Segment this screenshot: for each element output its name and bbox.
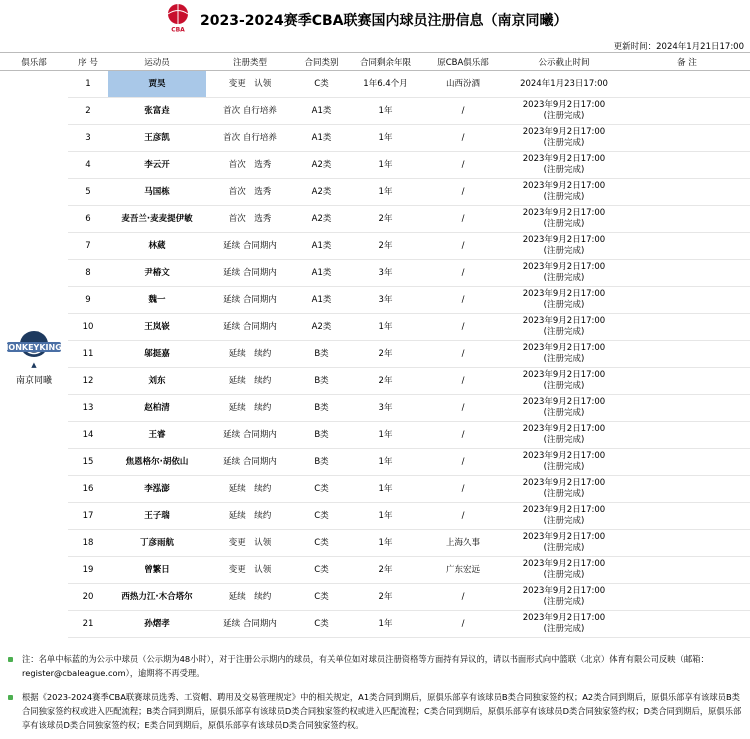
reg-type: 首次 选秀 xyxy=(206,152,294,179)
remark xyxy=(624,314,750,341)
contract-cat: B类 xyxy=(294,422,349,449)
row-no: 4 xyxy=(68,152,108,179)
club-cell xyxy=(0,71,68,638)
reg-type: 延续 合同期内 xyxy=(206,422,294,449)
years-left: 1年 xyxy=(349,611,422,638)
orig-club: / xyxy=(422,449,504,476)
orig-club: 上海久事 xyxy=(422,530,504,557)
player-name: 林葳 xyxy=(108,233,206,260)
deadline xyxy=(504,368,624,395)
remark xyxy=(624,98,750,125)
years-left: 1年 xyxy=(349,179,422,206)
table-row xyxy=(0,152,750,179)
player-name: 魏一 xyxy=(108,287,206,314)
player-name: 刘东 xyxy=(108,368,206,395)
remark xyxy=(624,530,750,557)
deadline xyxy=(504,530,624,557)
player-name: 邬挺嘉 xyxy=(108,341,206,368)
remark xyxy=(624,449,750,476)
deadline xyxy=(504,557,624,584)
deadline xyxy=(504,233,624,260)
deadline xyxy=(504,314,624,341)
years-left: 2年 xyxy=(349,557,422,584)
years-left: 1年 xyxy=(349,152,422,179)
reg-type: 延续 续约 xyxy=(206,395,294,422)
contract-cat: C类 xyxy=(294,503,349,530)
table-row xyxy=(0,179,750,206)
note-bullet-icon xyxy=(8,657,13,662)
years-left: 1年 xyxy=(349,476,422,503)
notes xyxy=(0,652,750,732)
remark xyxy=(624,71,750,98)
player-name: 孙熠孝 xyxy=(108,611,206,638)
deadline xyxy=(504,179,624,206)
years-left: 1年 xyxy=(349,503,422,530)
player-name: 丁彦雨航 xyxy=(108,530,206,557)
deadline xyxy=(504,341,624,368)
player-name: 马国栋 xyxy=(108,179,206,206)
status-text: (注册完成) xyxy=(543,624,585,634)
contract-cat: A2类 xyxy=(294,206,349,233)
reg-type: 延续 合同期内 xyxy=(206,314,294,341)
status-text: (注册完成) xyxy=(543,246,585,256)
deadline-date: 2023年9月2日17:00 xyxy=(522,208,606,218)
remark xyxy=(624,368,750,395)
deadline-date: 2023年9月2日17:00 xyxy=(522,262,606,272)
years-left: 1年 xyxy=(349,422,422,449)
status-text: (注册完成) xyxy=(543,408,585,418)
deadline-date: 2023年9月2日17:00 xyxy=(522,343,606,353)
orig-club: / xyxy=(422,422,504,449)
player-name: 西热力江·木合塔尔 xyxy=(108,584,206,611)
svg-text:CBA: CBA xyxy=(171,26,185,34)
deadline xyxy=(504,206,624,233)
row-no: 2 xyxy=(68,98,108,125)
years-left: 1年 xyxy=(349,530,422,557)
contract-cat: B类 xyxy=(294,395,349,422)
status-text: (注册完成) xyxy=(543,381,585,391)
table-row xyxy=(0,125,750,152)
years-left: 1年 xyxy=(349,314,422,341)
reg-type: 延续 合同期内 xyxy=(206,611,294,638)
contract-cat: C类 xyxy=(294,557,349,584)
registration-table xyxy=(0,52,750,638)
deadline-date: 2023年9月2日17:00 xyxy=(522,370,606,380)
header-reg-type: 注册类型 xyxy=(206,53,294,71)
player-name: 李泓澎 xyxy=(108,476,206,503)
deadline-date: 2023年9月2日17:00 xyxy=(522,505,606,515)
contract-cat: A2类 xyxy=(294,152,349,179)
row-no: 3 xyxy=(68,125,108,152)
contract-cat: A1类 xyxy=(294,260,349,287)
status-text: (注册完成) xyxy=(543,300,585,310)
row-no: 6 xyxy=(68,206,108,233)
orig-club: / xyxy=(422,611,504,638)
reg-type: 首次 自行培养 xyxy=(206,125,294,152)
deadline xyxy=(504,611,624,638)
deadline-date: 2023年9月2日17:00 xyxy=(522,586,606,596)
remark xyxy=(624,395,750,422)
remark xyxy=(624,611,750,638)
header-club: 俱乐部 xyxy=(0,53,68,71)
remark xyxy=(624,422,750,449)
reg-type: 首次 自行培养 xyxy=(206,98,294,125)
contract-cat: A1类 xyxy=(294,98,349,125)
remark xyxy=(624,557,750,584)
status-text: (注册完成) xyxy=(543,462,585,472)
orig-club: 广东宏远 xyxy=(422,557,504,584)
remark xyxy=(624,584,750,611)
orig-club: 山西汾酒 xyxy=(422,71,504,98)
row-no: 21 xyxy=(68,611,108,638)
reg-type: 延续 合同期内 xyxy=(206,449,294,476)
remark xyxy=(624,233,750,260)
header-orig-club: 原CBA俱乐部 xyxy=(422,53,504,71)
orig-club: / xyxy=(422,476,504,503)
years-left: 3年 xyxy=(349,287,422,314)
status-text: (注册完成) xyxy=(543,543,585,553)
table-row xyxy=(0,206,750,233)
contract-cat: B类 xyxy=(294,368,349,395)
status-text: (注册完成) xyxy=(543,192,585,202)
header-years-left: 合同剩余年限 xyxy=(349,53,422,71)
header-no: 序 号 xyxy=(68,53,108,71)
deadline-date: 2023年9月2日17:00 xyxy=(522,289,606,299)
player-name: 麦吾兰·麦麦提伊敏 xyxy=(108,206,206,233)
years-left: 3年 xyxy=(349,260,422,287)
note-bullet-icon xyxy=(8,695,13,700)
row-no: 8 xyxy=(68,260,108,287)
deadline xyxy=(504,71,624,98)
contract-cat: C类 xyxy=(294,584,349,611)
row-no: 12 xyxy=(68,368,108,395)
deadline xyxy=(504,125,624,152)
header-contract-cat: 合同类别 xyxy=(294,53,349,71)
player-name: 尹椿文 xyxy=(108,260,206,287)
deadline xyxy=(504,449,624,476)
status-text: (注册完成) xyxy=(543,354,585,364)
contract-cat: C类 xyxy=(294,476,349,503)
orig-club: / xyxy=(422,233,504,260)
orig-club: / xyxy=(422,584,504,611)
years-left: 1年6.4个月 xyxy=(349,71,422,98)
contract-cat: B类 xyxy=(294,341,349,368)
deadline-date: 2023年9月2日17:00 xyxy=(522,100,606,110)
reg-type: 延续 续约 xyxy=(206,584,294,611)
deadline-date: 2023年9月2日17:00 xyxy=(522,613,606,623)
orig-club: / xyxy=(422,395,504,422)
deadline-date: 2023年9月2日17:00 xyxy=(522,451,606,461)
deadline-date: 2023年9月2日17:00 xyxy=(522,559,606,569)
orig-club: / xyxy=(422,503,504,530)
deadline xyxy=(504,287,624,314)
row-no: 1 xyxy=(68,71,108,98)
row-no: 16 xyxy=(68,476,108,503)
table-row xyxy=(0,530,750,557)
table-row xyxy=(0,584,750,611)
years-left: 2年 xyxy=(349,206,422,233)
deadline-date: 2024年1月23日17:00 xyxy=(520,78,608,89)
reg-type: 延续 续约 xyxy=(206,341,294,368)
row-no: 20 xyxy=(68,584,108,611)
remark xyxy=(624,503,750,530)
contract-cat: B类 xyxy=(294,449,349,476)
note-2: 根据《2023-2024赛季CBA联赛球员选秀、工资帽、聘用及交易管理规定》中的相关规定，A1类合同到期后，原俱乐部享有该球员B类合同独家签约权；A2类合同到期后，原俱乐部享有该球员B类合同独家签约权或进入匹配流程；B类合同到期后，原俱乐部享有该球员D类合同独家签约权或进入匹配流程；C类合同到期后，原俱乐部享有该球员D类合同独家签约权；D类合同到期后，原俱乐部享有该球员D类合同独家签约权；E类合同到期后，原俱乐部享有该球员D类合同独家签约权。 xyxy=(22,692,742,730)
table-row xyxy=(0,233,750,260)
contract-cat: A1类 xyxy=(294,125,349,152)
club-logo-text: MONKEYKINGS xyxy=(0,342,68,352)
reg-type: 延续 合同期内 xyxy=(206,233,294,260)
svg-text:▲: ▲ xyxy=(31,360,37,369)
status-text: (注册完成) xyxy=(543,570,585,580)
reg-type: 变更 认领 xyxy=(206,530,294,557)
orig-club: / xyxy=(422,206,504,233)
reg-type: 延续 续约 xyxy=(206,368,294,395)
row-no: 7 xyxy=(68,233,108,260)
reg-type: 变更 认领 xyxy=(206,71,294,98)
remark xyxy=(624,152,750,179)
table-row xyxy=(0,476,750,503)
row-no: 15 xyxy=(68,449,108,476)
header-remark: 备 注 xyxy=(624,53,750,71)
reg-type: 延续 续约 xyxy=(206,476,294,503)
years-left: 2年 xyxy=(349,584,422,611)
nanjing-monkeykings-logo xyxy=(0,322,68,372)
deadline-date: 2023年9月2日17:00 xyxy=(522,316,606,326)
table-row xyxy=(0,422,750,449)
row-no: 10 xyxy=(68,314,108,341)
orig-club: / xyxy=(422,341,504,368)
table-header xyxy=(0,53,750,71)
contract-cat: C类 xyxy=(294,611,349,638)
row-no: 19 xyxy=(68,557,108,584)
player-name: 李云开 xyxy=(108,152,206,179)
table-row xyxy=(0,503,750,530)
deadline xyxy=(504,395,624,422)
deadline-date: 2023年9月2日17:00 xyxy=(522,154,606,164)
remark xyxy=(624,260,750,287)
row-no: 9 xyxy=(68,287,108,314)
status-text: (注册完成) xyxy=(543,597,585,607)
remark xyxy=(624,179,750,206)
header-deadline: 公示截止时间 xyxy=(504,53,624,71)
player-name: 王睿 xyxy=(108,422,206,449)
remark xyxy=(624,206,750,233)
table-row xyxy=(0,449,750,476)
years-left: 2年 xyxy=(349,341,422,368)
row-no: 5 xyxy=(68,179,108,206)
orig-club: / xyxy=(422,152,504,179)
page-title: 2023-2024赛季CBA联赛国内球员注册信息（南京同曦） xyxy=(200,13,568,29)
deadline xyxy=(504,98,624,125)
status-text: (注册完成) xyxy=(543,489,585,499)
row-no: 13 xyxy=(68,395,108,422)
years-left: 2年 xyxy=(349,233,422,260)
player-name: 曾繁日 xyxy=(108,557,206,584)
table-row xyxy=(0,314,750,341)
years-left: 1年 xyxy=(349,125,422,152)
row-no: 11 xyxy=(68,341,108,368)
club-name: 南京同曦 xyxy=(15,375,52,386)
reg-type: 延续 合同期内 xyxy=(206,260,294,287)
years-left: 1年 xyxy=(349,449,422,476)
table-row xyxy=(0,260,750,287)
table-row xyxy=(0,557,750,584)
status-text: (注册完成) xyxy=(543,273,585,283)
status-text: (注册完成) xyxy=(543,516,585,526)
reg-type: 变更 认领 xyxy=(206,557,294,584)
player-name: 王岚嵚 xyxy=(108,314,206,341)
table-row xyxy=(0,287,750,314)
table-row xyxy=(0,395,750,422)
orig-club: / xyxy=(422,287,504,314)
header xyxy=(0,0,750,38)
player-name: 焦恩格尔·胡依山 xyxy=(108,449,206,476)
orig-club: / xyxy=(422,368,504,395)
orig-club: / xyxy=(422,98,504,125)
header-player: 运动员 xyxy=(108,53,206,71)
deadline xyxy=(504,584,624,611)
orig-club: / xyxy=(422,260,504,287)
contract-cat: C类 xyxy=(294,530,349,557)
orig-club: / xyxy=(422,125,504,152)
deadline xyxy=(504,503,624,530)
update-time: 更新时间：2024年1月21日17:00 xyxy=(613,42,744,52)
deadline-date: 2023年9月2日17:00 xyxy=(522,181,606,191)
deadline xyxy=(504,260,624,287)
orig-club: / xyxy=(422,314,504,341)
status-text: (注册完成) xyxy=(543,138,585,148)
contract-cat: C类 xyxy=(294,71,349,98)
years-left: 2年 xyxy=(349,368,422,395)
cba-logo xyxy=(166,3,190,33)
player-name: 张富垚 xyxy=(108,98,206,125)
orig-club: / xyxy=(422,179,504,206)
years-left: 3年 xyxy=(349,395,422,422)
status-text: (注册完成) xyxy=(543,165,585,175)
player-name: 贾昊 xyxy=(108,71,206,98)
deadline-date: 2023年9月2日17:00 xyxy=(522,532,606,542)
note-1: 注：名单中标蓝的为公示中球员（公示期为48小时），对于注册公示期内的球员，有关单位如对球员注册资格等方面持有异议的，请以书面形式向中篮联（北京）体育有限公司反映（邮箱：register@cbaleague.com），逾期将不再受理。 xyxy=(22,654,709,678)
contract-cat: A2类 xyxy=(294,314,349,341)
row-no: 14 xyxy=(68,422,108,449)
contract-cat: A1类 xyxy=(294,233,349,260)
remark xyxy=(624,341,750,368)
player-name: 王子瑞 xyxy=(108,503,206,530)
row-no: 18 xyxy=(68,530,108,557)
deadline-date: 2023年9月2日17:00 xyxy=(522,397,606,407)
deadline-date: 2023年9月2日17:00 xyxy=(522,478,606,488)
reg-type: 首次 选秀 xyxy=(206,206,294,233)
contract-cat: A1类 xyxy=(294,287,349,314)
deadline xyxy=(504,422,624,449)
status-text: (注册完成) xyxy=(543,219,585,229)
player-name: 赵柏清 xyxy=(108,395,206,422)
table-row xyxy=(0,71,750,98)
table-row xyxy=(0,611,750,638)
contract-cat: A2类 xyxy=(294,179,349,206)
deadline-date: 2023年9月2日17:00 xyxy=(522,127,606,137)
deadline xyxy=(504,476,624,503)
player-name: 王彦凯 xyxy=(108,125,206,152)
remark xyxy=(624,287,750,314)
table-row xyxy=(0,341,750,368)
reg-type: 延续 合同期内 xyxy=(206,287,294,314)
table-row xyxy=(0,98,750,125)
reg-type: 首次 选秀 xyxy=(206,179,294,206)
status-text: (注册完成) xyxy=(543,111,585,121)
years-left: 1年 xyxy=(349,98,422,125)
deadline-date: 2023年9月2日17:00 xyxy=(522,424,606,434)
remark xyxy=(624,476,750,503)
deadline xyxy=(504,152,624,179)
remark xyxy=(624,125,750,152)
reg-type: 延续 续约 xyxy=(206,503,294,530)
status-text: (注册完成) xyxy=(543,435,585,445)
status-text: (注册完成) xyxy=(543,327,585,337)
row-no: 17 xyxy=(68,503,108,530)
table-row xyxy=(0,368,750,395)
deadline-date: 2023年9月2日17:00 xyxy=(522,235,606,245)
